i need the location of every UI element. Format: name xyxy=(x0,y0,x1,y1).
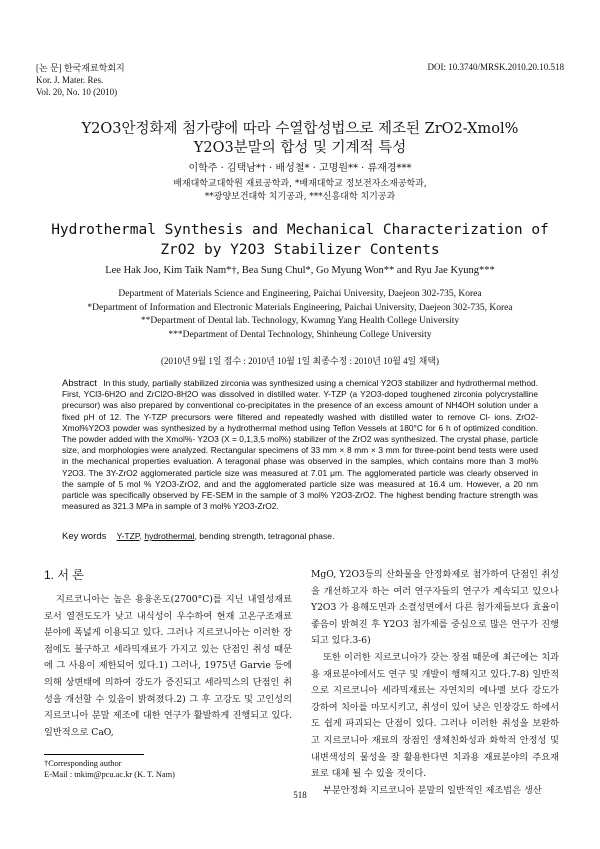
english-affiliation-line1: Department of Materials Science and Engineering, Paichai University, Daejeon 302-735, Korea xyxy=(118,289,482,299)
journal-name-english: Kor. J. Mater. Res. xyxy=(36,75,104,85)
english-affiliation-line2: *Department of Information and Electronic Materials Engineering, Paichai University, Daejeon 302-735, Korea xyxy=(87,302,513,313)
intro-paragraph: 지르코니아는 높은 용융온도(2700°C)를 지닌 내열성재료로서 열전도도가 낮고 내식성이 우수하여 현재 고온구조재료분야에 폭넓게 이용되고 있다. 그러나 지르코니아는 이러한 장점에도 불구하고 세라믹재료가 가지고 있는 단점인 취성 때문에 그 사용이 제한되어 있다.1) 그러나, 1975년 Garvie 등에 의해 상변태에 의하여 강도가 증진되고 세라믹스의 단점인 취성을 개선할 수 있음이 밝혀졌다.2) 그 후 고강도 및 고인성의 지르코니아 분말 제조에 대한 연구가 활발하게 진행되고 있다. 일반적으로 CaO, xyxy=(44,594,292,738)
abstract-text: In this study, partially stabilized zirconia was synthesized using a chemical Y2O3 stabilizer and hydrothermal method. First, YCl3-6H2O and ZrCl2O-8H2O was dissolved in distilled water. Y-TZP (a Y2O3-doped toughened zirconia polycrystalline precursor) was also prepared by conventional co-precipitates in the presence of an excess amount of NH4OH solution under a fixed pH of 12. The Y-TZP precursors were filtered and repeatedly washed with distilled water to remove Cl- ions. ZrO2-Xmol%Y2O3 powder was synthesized by a hydrothermal method using Teflon Vessels at 180°C for 6 h of optimized condition. The powder added with the Xmol%- Y2O3 (X = 0,1,3,5 mol%) stabilizer of the ZrO2 was synthesized. The crystal phase, particle size, and morphologies were analyzed. Rectangular specimens of 33 mm × 8 mm × 3 mm for three-point bend tests were used in the mechanical properties evaluation. A teragonal phase was observed in the samples, which contains more than 3 mol% Y2O3. The 3Y-ZrO2 agglomerated particle size was measured at 7.01 μm. The agglomerated particle was clearly observed in the sample of 5 mol % Y2O3-ZrO2, and and the agglomerated particle size was measured at 16.4 um. However, a 20 nm particle was specifically observed by FE-SEM in the sample of 3 mol% Y2O3-ZrO2. The highest bending fracture strength was measured as 321.3 MPa in sample of 3 mol% Y2O3-ZrO2. xyxy=(62,378,538,512)
keywords-label: Key words xyxy=(62,531,107,542)
english-title-line2: ZrO2 by Y2O3 Stabilizer Contents xyxy=(160,242,440,258)
page-number: 518 xyxy=(293,790,307,800)
right-paragraph-2: 또한 이러한 지르코니아가 갖는 장점 때문에 최근에는 치과용 재료분야에서도 연구 및 개발이 행해지고 있다.7-8) 일반적으로 지르코니아 세라믹재료는 자연치의 에나멜 보다 강도가 강하여 치아를 마모시키고, 취성이 있어 낮은 인장강도 하에서도 쉽게 파괴되는 단점이 있다. 그러나 이러한 취성을 보완하고 지르코니아 재료의 장점인 생체친화성과 화학적 안정성 및 내변색성의 물성을 잘 활용한다면 치과용 재료분야의 주요재료로 대체 될 수 있을 것이다. xyxy=(311,651,559,780)
journal-info xyxy=(36,62,125,98)
column-left xyxy=(44,592,292,741)
keyword-link-ytzp[interactable]: Y-TZP xyxy=(116,531,140,541)
korean-title-line1: Y2O3안정화제 첨가량에 따라 수열합성법으로 제조된 ZrO2-Xmol% xyxy=(81,121,519,137)
korean-authors: 이학주 · 김택남*† · 배성철* · 고명원** · 류재경*** xyxy=(188,163,412,174)
english-authors: Lee Hak Joo, Kim Taik Nam*†, Bea Sung Chul*, Go Myung Won** and Ryu Jae Kyung*** xyxy=(105,265,495,276)
korean-title-line2: Y2O3분말의 합성 및 기계적 특성 xyxy=(193,140,407,156)
journal-name-korean: [논 문] 한국재료학회지 xyxy=(36,63,125,73)
korean-affiliation-line1: 배재대학교대학원 재료공학과, *배재대학교 정보전자소재공학과, xyxy=(173,179,427,189)
korean-title xyxy=(0,120,600,158)
english-title-line1: Hydrothermal Synthesis and Mechanical Characterization of xyxy=(51,222,549,238)
column-right xyxy=(311,567,559,799)
journal-volume: Vol. 20, No. 10 (2010) xyxy=(36,87,118,97)
keyword-link-hydrothermal[interactable]: hydrothermal xyxy=(144,531,195,541)
keywords: Key words Y-TZP, hydrothermal, bending strength, tetragonal phase. xyxy=(62,531,335,542)
right-paragraph-3: 부분안정화 지르코니아 분말의 일반적인 제조법은 생산 xyxy=(323,784,542,796)
english-affiliation-line4: ***Department of Dental Technology, Shinheung College University xyxy=(168,329,432,340)
abstract-label: Abstract xyxy=(62,378,97,389)
keywords-rest: , bending strength, tetragonal phase. xyxy=(194,531,335,541)
english-affiliations xyxy=(0,288,600,342)
korean-affiliation-line2: **광양보건대학 치기공과, ***신흥대학 치기공과 xyxy=(204,192,396,202)
section-heading-introduction: 1. 서 론 xyxy=(44,568,84,582)
right-paragraph-1: MgO, Y2O3등의 산화물을 안정화제로 첨가하여 단점인 취성을 개선하고자 하는 여러 연구자들의 연구가 계속되고 있으나 Y2O3 가 용해도면과 소결성면에서 다른 첨가제들보다 효율이 좋음이 밝혀진 후 Y2O3 첨가제를 중심으로 많은 연구가 진행되고 있다.3-6) xyxy=(311,569,559,647)
submission-dates: (2010년 9월 1일 접수 : 2010년 10월 1일 최종수정 : 2010년 10월 4일 채택) xyxy=(160,356,440,366)
abstract xyxy=(62,378,538,512)
corresponding-author: †Corresponding author xyxy=(44,759,122,768)
footnote xyxy=(44,758,175,780)
english-affiliation-line3: **Department of Dental lab. Technology, Kwamng Yang Health College University xyxy=(140,316,460,326)
english-title xyxy=(0,220,600,260)
corresponding-email[interactable]: E-Mail : tnkim@pcu.ac.kr (K. T. Nam) xyxy=(44,770,175,779)
footnote-divider xyxy=(44,754,144,755)
doi[interactable]: DOI: 10.3740/MRSK.2010.20.10.518 xyxy=(427,62,564,72)
korean-affiliations xyxy=(0,178,600,204)
